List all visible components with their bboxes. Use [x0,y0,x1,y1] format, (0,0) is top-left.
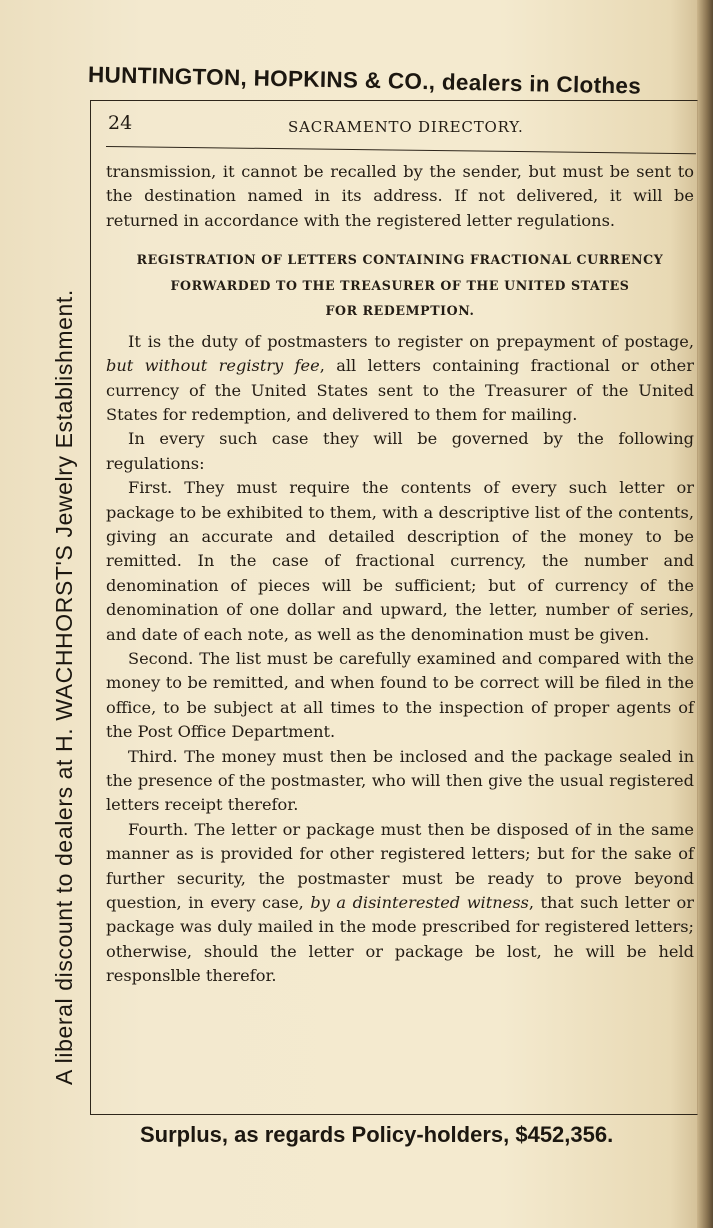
paragraph-regulations: In every such case they will be governed by the following regulations: [106,429,694,473]
book-spine-edge [697,0,713,1228]
text-run: Fourth. The letter or package must then be disposed of in the same manner as is provided for other registered letters; but for the sake of further security, the postmaster must be ready to prove beyond question, in every case, [106,819,694,913]
section-heading [106,247,694,324]
heading-line: FOR REDEMPTION. [325,303,475,319]
paragraph-first: First. They must require the contents of every such letter or package to be exhibited to them, with a descriptive list of the contents, giving an accurate and detailed description of the money to be remitted. In the case of fractional currency, the number and denomination of pieces will be sufficient; but of currency of the denomination of one dollar and upward, the letter, number of series, and date of each note, as well as the denomination must be given. [106,478,694,644]
italic-text: by a disinterested witness [310,893,529,913]
paragraph-second: Second. The list must be carefully examined and compared with the money to be remitted, and when found to be correct will be filed in the office, to be subject at all times to the inspection of proper agents of the Post Office Department. [106,649,694,742]
heading-line: REGISTRATION OF LETTERS CONTAINING FRACTIONAL CURRENCY [136,252,664,268]
italic-text: but without registry fee [106,356,320,376]
side-advertisement: A liberal discount to dealers at H. WACHHORST'S Jewelry Establishment. [51,289,77,1085]
text-run: , all letters containing fractional or other currency of the United States sent to the Treasurer of the United States for redemption, and delivered to them for mailing. [106,356,694,424]
bottom-advertisement: Surplus, as regards Policy-holders, $452,356. [140,1122,614,1147]
top-advertisement: HUNTINGTON, HOPKINS & CO., dealers in Clothes [87,62,642,99]
page-number: 24 [108,112,133,134]
heading-line: FORWARDED TO THE TREASURER OF THE UNITED STATES [170,277,630,293]
text-run: It is the duty of postmasters to register on prepayment of postage, [128,331,694,351]
text-run: , that such letter or package was duly mailed in the mode prescribed for registered letters; otherwise, should the letter or package be lost, he will be held responslble therefor. [106,893,695,986]
paragraph-fourth [106,818,694,989]
opening-paragraph: transmission, it cannot be recalled by the sender, but must be sent to the destination named in its address. If not delivered, it will be returned in accordance with the registered letter regulations. [106,162,694,230]
body-text [106,160,694,989]
paragraph-duty [106,330,694,428]
paragraph-third: Third. The money must then be inclosed and the package sealed in the presence of the postmaster, who will then give the usual registered letters receipt therefor. [106,746,694,815]
running-title: SACRAMENTO DIRECTORY. [288,118,524,136]
